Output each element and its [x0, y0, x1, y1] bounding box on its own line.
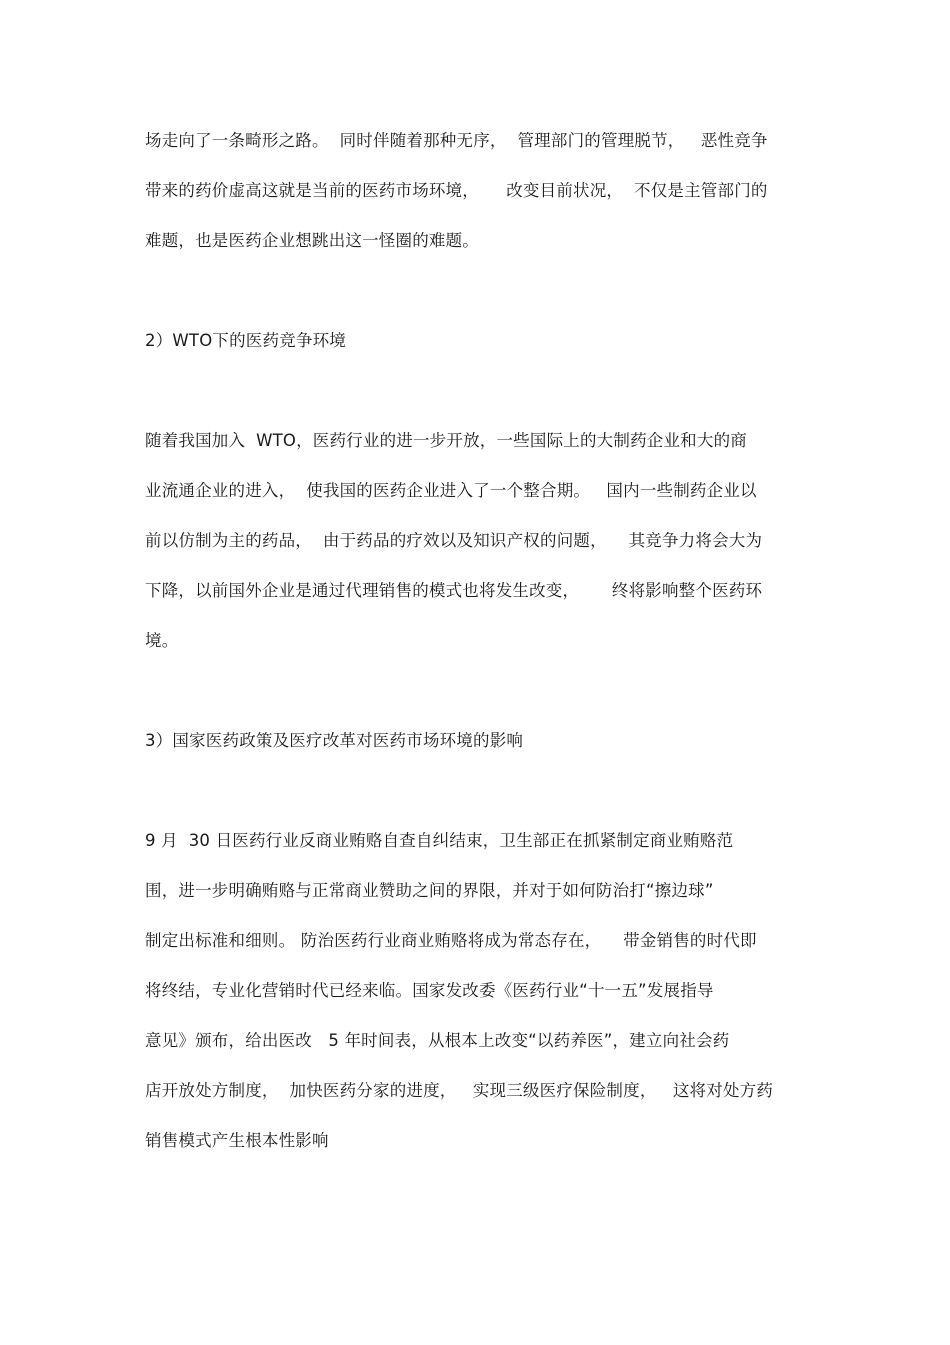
text-line: 意见》颁布，给出医改 5 年时间表，从根本上改变“以药养医”，建立向社会药 — [145, 1031, 730, 1050]
text-line: 难题，也是医药企业想跳出这一怪圈的难题。 — [145, 231, 479, 250]
text-line: 场走向了一条畸形之路。 同时伴随着那种无序， 管理部门的管理脱节， 恶性竞争 — [145, 131, 768, 150]
text-line: 业流通企业的进入， 使我国的医药企业进入了一个整合期。 国内一些制药企业以 — [145, 481, 757, 500]
text-line: 销售模式产生根本性影响 — [145, 1131, 329, 1150]
text-line: 带来的药价虚高这就是当前的医药市场环境， 改变目前状况， 不仅是主管部门的 — [145, 181, 768, 200]
section-heading-3: 3）国家医药政策及医疗改革对医药市场环境的影响 — [145, 731, 524, 750]
text-line: 制定出标准和细则。 防治医药行业商业贿赂将成为常态存在， 带金销售的时代即 — [145, 931, 757, 950]
text-line: 9 月 30 日医药行业反商业贿赂自查自纠结束，卫生部正在抓紧制定商业贿赂范 — [145, 831, 734, 850]
text-line: 境。 — [145, 631, 179, 650]
text-line: 下降，以前国外企业是通过代理销售的模式也将发生改变， 终将影响整个医药环 — [145, 581, 763, 600]
text-line: 将终结，专业化营销时代已经来临。国家发改委《医药行业“十一五”发展指导 — [145, 981, 714, 1000]
text-line: 前以仿制为主的药品， 由于药品的疗效以及知识产权的问题， 其竞争力将会大为 — [145, 531, 763, 550]
text-line: 围，进一步明确贿赂与正常商业赞助之间的界限，并对于如何防治打“擦边球” — [145, 881, 714, 900]
text-line: 店开放处方制度， 加快医药分家的进度， 实现三级医疗保险制度， 这将对处方药 — [145, 1081, 774, 1100]
text-line: 随着我国加入 WTO，医药行业的进一步开放，一些国际上的大制药企业和大的商 — [145, 431, 747, 450]
section-heading-2: 2）WTO下的医药竞争环境 — [145, 331, 346, 350]
